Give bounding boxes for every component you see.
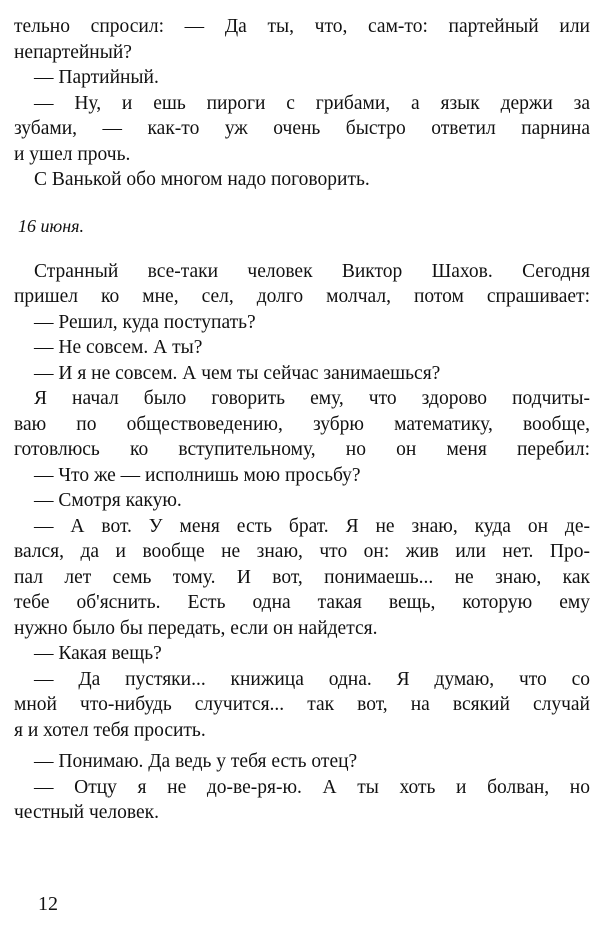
text-line: пришел ко мне, сел, долго молчал, потом спрашивает: [14, 286, 590, 307]
text-line: готовлюсь ко вступительному, но он меня перебил: [14, 439, 590, 460]
text-line: зубами, — как-то уж очень быстро ответил парнина [14, 118, 590, 139]
text-line: я и хотел тебя просить. [14, 719, 206, 741]
text-line: — Не совсем. А ты? [34, 337, 203, 358]
text-line: — Смотря какую. [34, 490, 182, 511]
text-line: ваю по обществоведению, зубрю математику, вообще, [14, 413, 590, 435]
book-page [14, 14, 590, 826]
text-line: — Что же — исполнишь мою просьбу? [34, 464, 361, 486]
text-line: вался, да и вообще не знаю, что он: жив или нет. Про- [14, 541, 590, 562]
text-line: — Какая вещь? [34, 643, 162, 664]
text-line: — Партийный. [34, 67, 159, 88]
text-line: — А вот. У меня есть брат. Я не знаю, куда он де- [34, 515, 590, 537]
text-line: тельно спросил: — Да ты, что, сам-то: партейный или [14, 16, 590, 37]
text-line: пал лет семь тому. И вот, понимаешь... не знаю, как [14, 566, 590, 588]
text-line: честный человек. [14, 802, 160, 823]
text-line: — И я не совсем. А чем ты сейчас занимаешься? [34, 362, 441, 384]
text-line: — Решил, куда поступать? [34, 311, 256, 333]
text-line: — Ну, и ешь пироги с грибами, а язык держи за [34, 92, 590, 114]
text-line: нужно было бы передать, если он найдется. [14, 617, 378, 639]
date-heading: 16 июня. [18, 215, 84, 236]
text-line: Странный все-таки человек Виктор Шахов. Сегодня [34, 260, 590, 282]
text-line: непартейный? [14, 41, 132, 63]
text-line: Я начал было говорить ему, что здорово подчиты- [34, 388, 590, 409]
text-line: — Отцу я не до-ве-ря-ю. А ты хоть и болван, но [34, 776, 590, 798]
page-number: 12 [38, 893, 58, 915]
text-line: — Да пустяки... книжица одна. Я думаю, что со [34, 668, 590, 690]
text-line: и ушел прочь. [14, 143, 131, 165]
text-line: С Ванькой обо многом надо поговорить. [34, 169, 370, 190]
text-line: тебе об'яснить. Есть одна такая вещь, которую ему [14, 592, 590, 613]
text-line: — Понимаю. Да ведь у тебя есть отец? [34, 751, 358, 772]
text-line: мной что-нибудь случится... так вот, на всякий случай [14, 694, 590, 715]
